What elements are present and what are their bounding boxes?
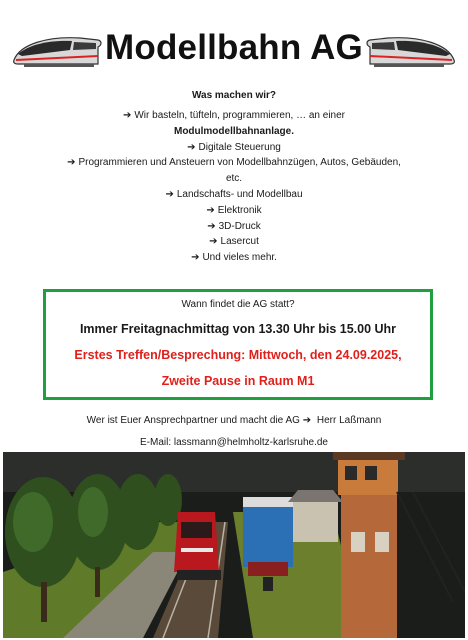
activity-item: [30, 155, 438, 171]
activity-item: [30, 171, 438, 187]
activity-text: Und vieles mehr.: [202, 252, 277, 264]
schedule-time: Immer Freitagnachmittag von 13.30 Uhr bis 15.00 Uhr: [79, 322, 397, 336]
activity-item: [30, 203, 438, 219]
activity-text: Digitale Steuerung: [198, 141, 281, 153]
activity-item: [30, 108, 438, 124]
activity-text: Lasercut: [220, 236, 259, 248]
activity-text: Landschafts- und Modellbau: [176, 188, 303, 200]
activity-text: Programmieren und Ansteuern von Modellbahnzügen, Autos, Gebäuden,: [78, 157, 401, 169]
activity-text: etc.: [225, 173, 243, 185]
train-icon-right: [364, 30, 458, 74]
activity-item: [30, 234, 438, 250]
section-heading: Was machen wir?: [191, 90, 277, 101]
contact-line: [0, 415, 468, 426]
activity-text: Elektronik: [217, 204, 262, 216]
activity-list: [30, 108, 438, 266]
activity-item: [30, 250, 438, 266]
train-icon-left: [10, 30, 104, 74]
arrow-icon: ➔: [302, 415, 312, 426]
activity-item: [30, 219, 438, 235]
arrow-icon: ➔: [187, 141, 196, 153]
arrow-icon: ➔: [67, 157, 76, 169]
activity-text: Modulmodellbahnanlage.: [173, 125, 294, 137]
contact-prefix: Wer ist Euer Ansprechpartner und macht die AG: [86, 415, 300, 426]
contact-name: Herr Laßmann: [316, 415, 382, 426]
meeting-room: Zweite Pause in Raum M1: [161, 374, 315, 388]
schedule-question: Wann findet die AG statt?: [181, 299, 295, 310]
arrow-icon: ➔: [207, 220, 216, 232]
activity-item: [30, 187, 438, 203]
arrow-icon: ➔: [209, 236, 218, 248]
arrow-icon: ➔: [122, 110, 132, 121]
arrow-icon: ➔: [191, 252, 200, 264]
arrow-icon: ➔: [206, 204, 215, 216]
contact-email: E-Mail: lassmann@helmholtz-karlsruhe.de: [140, 437, 328, 448]
arrow-icon: ➔: [165, 188, 174, 200]
first-meeting: Erstes Treffen/Besprechung: Mittwoch, den 24.09.2025,: [74, 348, 402, 362]
activity-text: Wir basteln, tüfteln, programmieren, … an einer: [134, 110, 346, 121]
header: [0, 22, 468, 82]
activity-item: [30, 140, 438, 156]
activity-item: [30, 124, 438, 140]
page-title: Modellbahn AG: [105, 28, 363, 67]
schedule-box: [43, 289, 433, 400]
model-railway-photo: [3, 452, 465, 638]
activity-text: 3D-Druck: [218, 220, 261, 232]
